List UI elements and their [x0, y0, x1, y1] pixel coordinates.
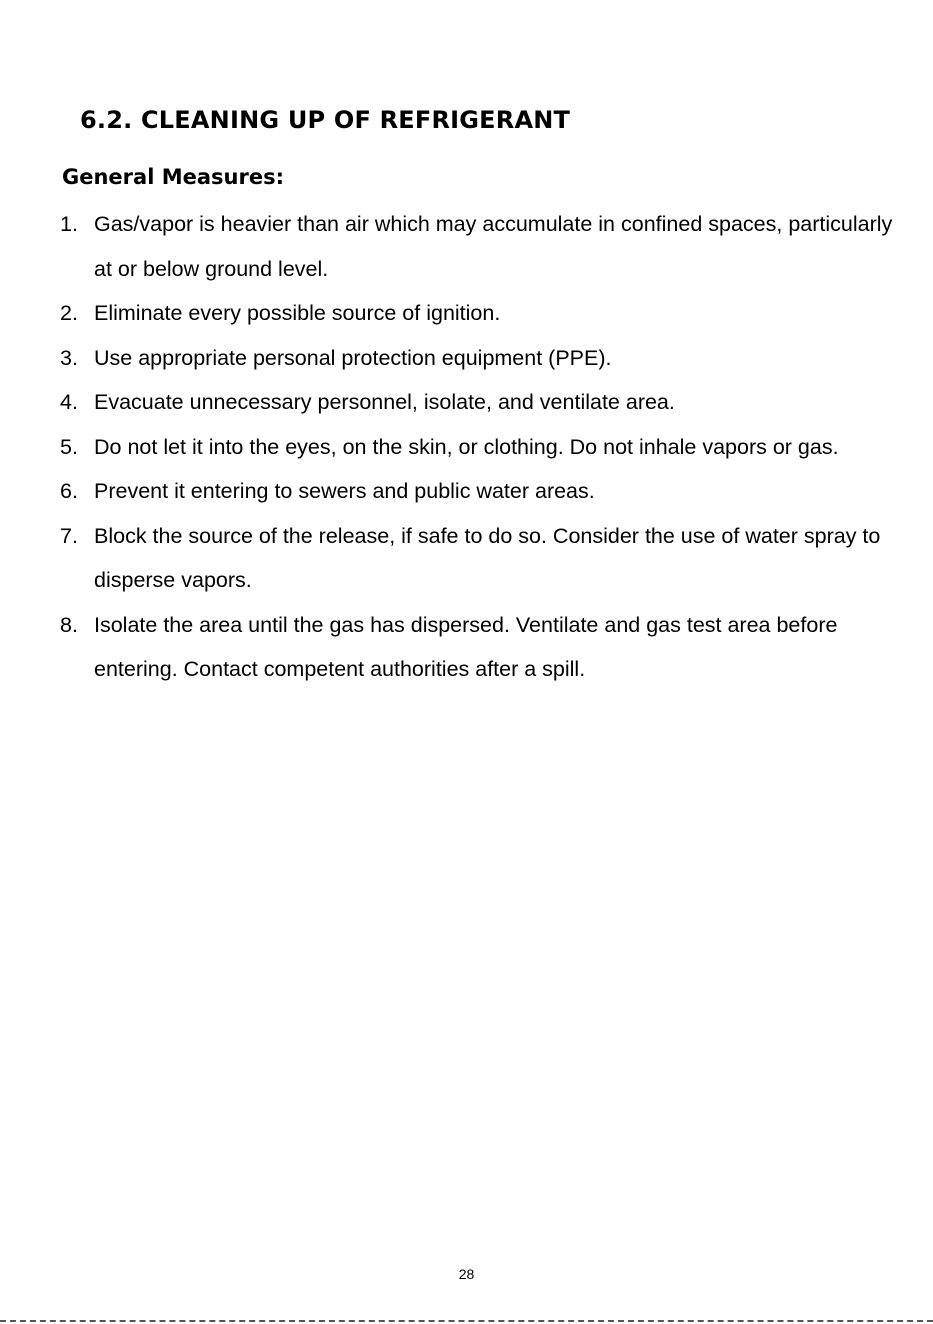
list-item	[60, 336, 910, 381]
footer-divider	[0, 1320, 933, 1322]
list-item	[60, 202, 910, 291]
page-number: 28	[458, 1266, 475, 1282]
list-item-number: 4.	[60, 390, 78, 414]
list-item	[60, 469, 910, 514]
list-item-text: Block the source of the release, if safe to do so. Consider the use of water spray to disperse vapors.	[94, 523, 881, 592]
list-item	[60, 380, 910, 425]
list-item-text: Gas/vapor is heavier than air which may accumulate in confined spaces, particularly at or below ground level.	[94, 212, 893, 281]
general-measures-heading: General Measures:	[62, 165, 284, 189]
list-item-number: 6.	[60, 479, 78, 503]
list-item	[60, 425, 910, 470]
list-item-number: 1.	[60, 212, 78, 236]
list-item-text: Eliminate every possible source of ignition.	[94, 301, 501, 325]
list-item-number: 7.	[60, 523, 78, 548]
list-item	[60, 291, 910, 336]
list-item	[60, 603, 910, 692]
list-item-text: Use appropriate personal protection equipment (PPE).	[94, 345, 612, 370]
list-item-number: 3.	[60, 345, 78, 370]
section-title: 6.2. CLEANING UP OF REFRIGERANT	[80, 106, 571, 134]
list-item-text: Prevent it entering to sewers and public water areas.	[94, 479, 595, 503]
list-item-text: Do not let it into the eyes, on the skin, or clothing. Do not inhale vapors or gas.	[94, 434, 839, 459]
list-item-text: Isolate the area until the gas has dispersed. Ventilate and gas test area before entering. Contact competent authorities after a spill.	[94, 612, 838, 681]
list-item	[60, 514, 910, 603]
list-item-number: 2.	[60, 301, 78, 325]
list-item-number: 5.	[60, 434, 78, 459]
list-item-text: Evacuate unnecessary personnel, isolate, and ventilate area.	[94, 390, 675, 414]
general-measures-list	[60, 202, 910, 692]
list-item-number: 8.	[60, 612, 78, 637]
